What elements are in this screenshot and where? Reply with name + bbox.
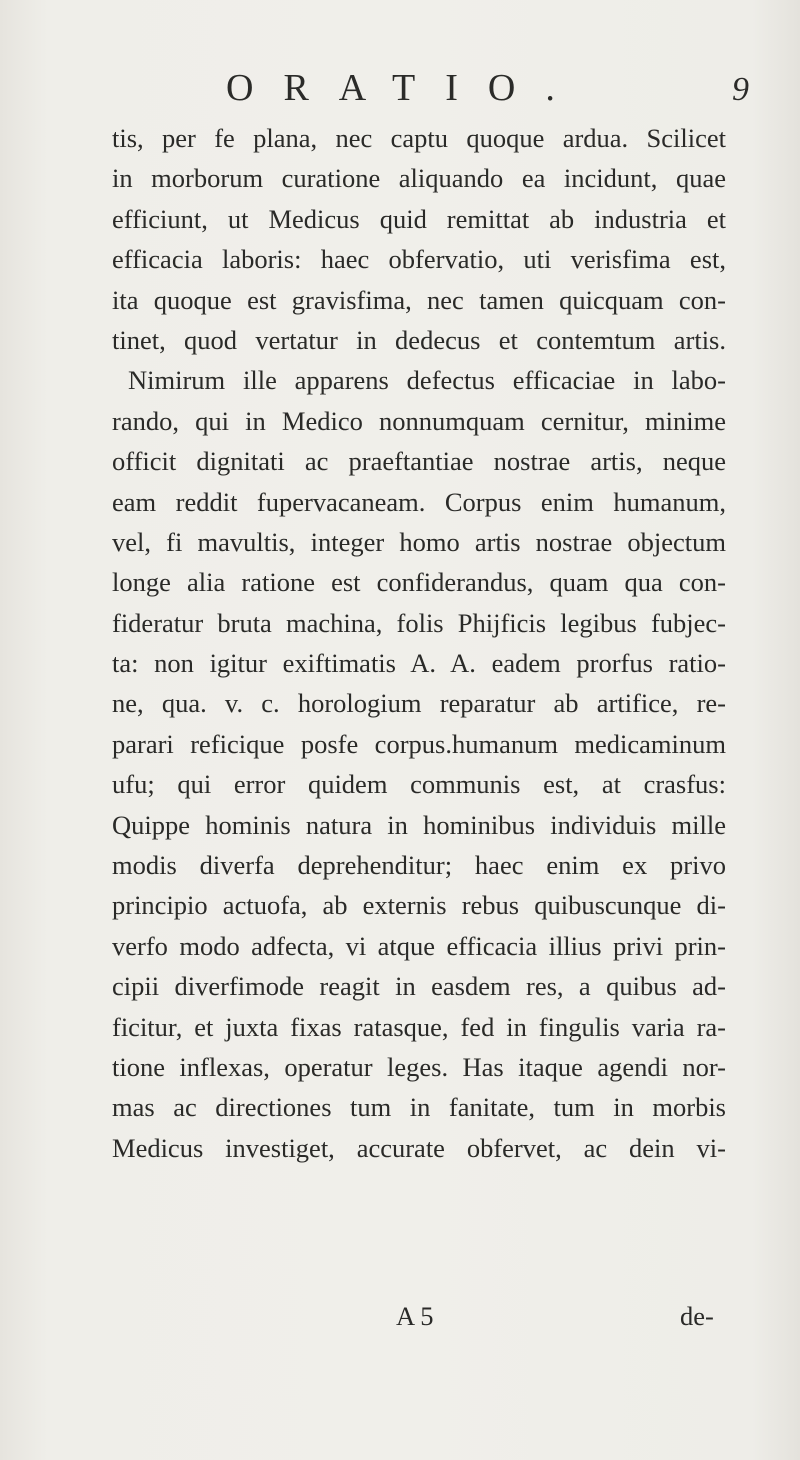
text-line: mas ac directiones tum in fanitate, tum in morbis	[112, 1092, 726, 1123]
body-text	[112, 118, 726, 1168]
text-line: modis diverfa deprehenditur; haec enim ex privo	[112, 850, 726, 881]
text-line: efficiunt, ut Medicus quid remittat ab industria et	[112, 203, 726, 234]
text-line: eam reddit fupervacaneam. Corpus enim humanum,	[112, 486, 726, 517]
text-line: ita quoque est gravisfima, nec tamen quicquam con-	[112, 284, 726, 315]
text-line: verfo modo adfecta, vi atque efficacia illius privi prin-	[112, 930, 726, 961]
text-line: rando, qui in Medico nonnumquam cernitur, minime	[112, 405, 726, 436]
text-line: Nimirum ille apparens defectus efficaciae in labo-	[128, 365, 726, 396]
text-line: ufu; qui error quidem communis est, at crasfus:	[112, 769, 726, 800]
text-line: ta: non igitur exiftimatis A. A. eadem prorfus ratio-	[112, 648, 726, 679]
page-number: 9	[732, 71, 749, 108]
text-line: fideratur bruta machina, folis Phijficis legibus fubjec-	[112, 607, 726, 638]
text-line: parari reficique posfe corpus.humanum medicaminum	[112, 728, 726, 759]
page-header	[0, 58, 800, 118]
text-line: efficacia laboris: haec obfervatio, uti verisfima est,	[112, 244, 726, 275]
page-footer	[0, 1296, 800, 1336]
text-line: tinet, quod vertatur in dedecus et contemtum artis.	[112, 324, 726, 355]
signature-mark: A 5	[396, 1301, 434, 1331]
text-line: in morborum curatione aliquando ea incidunt, quae	[112, 163, 726, 194]
text-line: tione inflexas, operatur leges. Has itaque agendi nor-	[112, 1051, 726, 1082]
text-line: ne, qua. v. c. horologium reparatur ab artifice, re-	[112, 688, 726, 719]
running-title: ORATIO.	[226, 67, 585, 109]
text-line: tis, per fe plana, nec captu quoque ardua. Scilicet	[112, 123, 726, 153]
text-line: vel, fi mavultis, integer homo artis nostrae objectum	[112, 526, 726, 557]
text-line: Medicus investiget, accurate obfervet, ac dein vi-	[112, 1132, 726, 1163]
text-line: cipii diverfimode reagit in easdem res, a quibus ad-	[112, 971, 726, 1002]
text-line: ficitur, et juxta fixas ratasque, fed in fingulis varia ra-	[112, 1011, 726, 1042]
text-line: Quippe hominis natura in hominibus individuis mille	[112, 809, 726, 840]
text-line: officit dignitati ac praeftantiae nostrae artis, neque	[112, 446, 726, 477]
text-line: principio actuofa, ab externis rebus quibuscunque di-	[112, 890, 726, 921]
catchword: de-	[680, 1301, 714, 1331]
text-line: longe alia ratione est confiderandus, quam qua con-	[112, 567, 726, 598]
